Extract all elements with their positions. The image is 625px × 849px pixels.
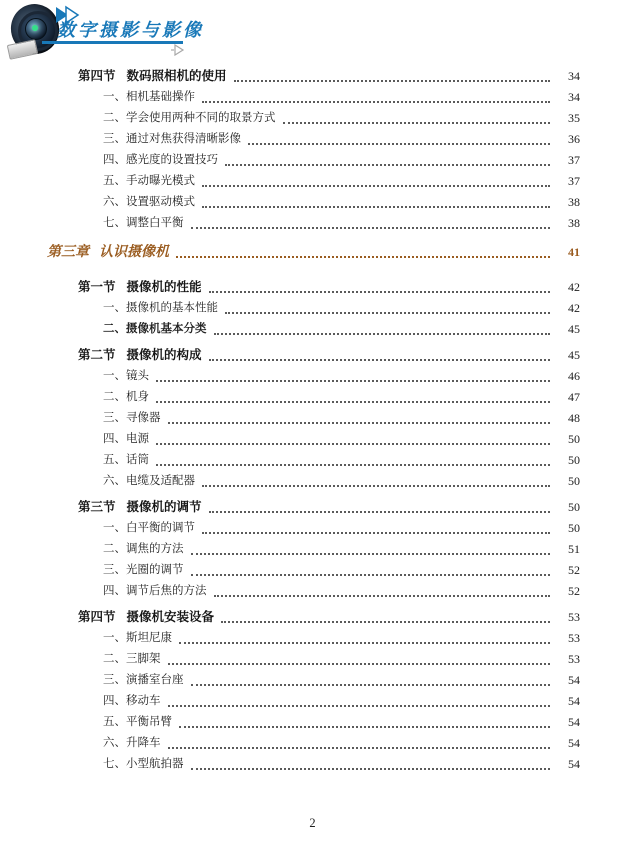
toc-entry-title: 相机基础操作 [126,91,195,103]
toc-row-item [78,429,580,450]
dotted-leader [191,565,551,576]
dotted-leader [214,324,551,335]
toc-entry-title: 摄像机安装设备 [126,610,215,624]
toc-entry-title: 手动曝光模式 [126,175,195,187]
toc-row-section [78,66,580,87]
toc-entry-title: 平衡吊臂 [126,716,172,728]
toc-entry-page-number: 54 [568,694,580,708]
toc-row-item [78,560,580,581]
toc-entry-page-number: 34 [568,69,580,83]
toc-entry-page-number: 51 [568,542,580,556]
toc-entry-page-number: 54 [568,715,580,729]
lens-base [7,39,38,60]
toc-entry-title: 调焦的方法 [126,543,184,555]
toc-entry-page-number: 52 [568,584,580,598]
toc-entry-page-number: 54 [568,757,580,771]
toc-entry-page-number: 52 [568,563,580,577]
toc-entry-label: 六、 [103,475,126,487]
toc-entry-title: 寻像器 [126,412,161,424]
toc-row-item [78,213,580,234]
toc-entry-page-number: 42 [568,301,580,315]
toc-entry-title: 数码照相机的使用 [126,69,227,83]
toc-row-item [78,450,580,471]
toc-entry-page-number: 45 [568,348,580,362]
toc-entry-label: 三、 [103,412,126,424]
toc-entry-label: 一、 [103,522,126,534]
toc-entry-title: 摄像机的性能 [126,280,202,294]
toc-entry-title: 移动车 [126,695,161,707]
toc-entry-title: 光圈的调节 [126,564,184,576]
page-footer [0,814,625,832]
dotted-leader [156,455,550,466]
toc-entry-label: 一、 [103,302,126,314]
dotted-leader [156,392,550,403]
toc-entry-label: 第四节 [78,69,116,83]
toc-entry-title: 电缆及适配器 [126,475,195,487]
toc-entry-title: 认识摄像机 [99,245,169,260]
dotted-leader [209,350,550,361]
toc-entry-label: 四、 [103,585,126,597]
toc-entry-label: 三、 [103,674,126,686]
toc-entry-label: 二、 [103,112,126,124]
toc-entry-title: 通过对焦获得清晰影像 [126,133,241,145]
dotted-leader [202,92,550,103]
dotted-leader [168,738,551,749]
toc-entry-label: 六、 [103,196,126,208]
toc-entry-label: 二、 [103,543,126,555]
toc-row-item [78,712,580,733]
toc-entry-title: 小型航拍器 [126,758,184,770]
toc-entry-title: 机身 [126,391,149,403]
toc-entry-label: 四、 [103,433,126,445]
toc-entry-page-number: 41 [568,245,580,259]
toc-row-item [78,649,580,670]
toc-entry-label: 三、 [103,133,126,145]
toc-entry-title: 设置驱动模式 [126,196,195,208]
toc-row-section [78,345,580,366]
toc-row-section [78,277,580,298]
toc-entry-title: 白平衡的调节 [126,522,195,534]
toc-entry-title: 调节后焦的方法 [126,585,207,597]
toc-row-item [78,408,580,429]
dotted-leader [202,176,550,187]
dotted-leader [168,413,551,424]
toc-entry-label: 一、 [103,370,126,382]
toc-entry-title: 演播室台座 [126,674,184,686]
toc-entry-page-number: 53 [568,631,580,645]
dotted-leader [168,696,551,707]
toc-row-item [78,539,580,560]
toc-entry-title: 学会使用两种不同的取景方式 [126,112,276,124]
toc-entry-title: 感光度的设置技巧 [126,154,218,166]
toc-row-item [78,129,580,150]
dotted-leader [209,282,550,293]
toc-row-item [78,87,580,108]
toc-row-item [78,691,580,712]
toc-entry-page-number: 47 [568,390,580,404]
toc-entry-page-number: 53 [568,652,580,666]
toc-entry-label: 二、 [103,323,126,335]
toc-entry-label: 第三节 [78,500,116,514]
toc-row-chapter [47,241,580,264]
toc-entry-page-number: 38 [568,195,580,209]
dotted-leader [191,759,551,770]
dotted-leader [225,303,550,314]
toc-entry-page-number: 54 [568,673,580,687]
toc-entry-label: 四、 [103,154,126,166]
lens-highlight-dot [32,25,38,31]
toc-entry-label: 一、 [103,632,126,644]
toc-entry-label: 二、 [103,653,126,665]
toc-entry-title: 镜头 [126,370,149,382]
dotted-leader [179,633,550,644]
toc-row-item [78,192,580,213]
dotted-leader [214,586,551,597]
header-rule [42,41,183,44]
dotted-leader [176,247,550,258]
toc-entry-page-number: 54 [568,736,580,750]
dotted-leader [248,134,550,145]
toc-row-item [78,754,580,775]
dotted-leader [191,675,551,686]
toc-row-item [78,366,580,387]
dotted-leader [202,197,550,208]
toc-row-section [78,607,580,628]
toc-entry-label: 二、 [103,391,126,403]
toc-entry-label: 五、 [103,175,126,187]
dotted-leader [225,155,550,166]
toc-row-section [78,497,580,518]
page-number: 2 [309,816,316,830]
dotted-leader [209,502,550,513]
dotted-leader [191,218,551,229]
toc-entry-page-number: 42 [568,280,580,294]
toc-row-item [78,518,580,539]
toc-entry-label: 第三章 [47,245,89,260]
toc-entry-label: 七、 [103,217,126,229]
dotted-leader [202,476,550,487]
toc-row-item [78,670,580,691]
toc-entry-label: 第一节 [78,280,116,294]
toc-entry-page-number: 48 [568,411,580,425]
toc-row-item [78,581,580,602]
toc-entry-page-number: 50 [568,500,580,514]
toc-entry-page-number: 45 [568,322,580,336]
table-of-contents [0,61,625,775]
toc-row-item [78,150,580,171]
toc-entry-title: 调整白平衡 [126,217,184,229]
toc-entry-page-number: 50 [568,474,580,488]
toc-entry-title: 摄像机基本分类 [126,323,207,335]
toc-entry-title: 三脚架 [126,653,161,665]
toc-entry-page-number: 46 [568,369,580,383]
toc-entry-page-number: 38 [568,216,580,230]
chevron-right-icon [170,44,186,56]
toc-entry-title: 摄像机的调节 [126,500,202,514]
dotted-leader [191,544,551,555]
toc-entry-page-number: 35 [568,111,580,125]
toc-row-item [78,471,580,492]
dotted-leader [179,717,550,728]
toc-entry-page-number: 37 [568,153,580,167]
toc-entry-title: 话筒 [126,454,149,466]
toc-row-item [78,387,580,408]
toc-row-item [78,298,580,319]
toc-entry-label: 七、 [103,758,126,770]
toc-entry-label: 第二节 [78,348,116,362]
dotted-leader [234,71,550,82]
toc-entry-page-number: 50 [568,432,580,446]
toc-entry-page-number: 50 [568,453,580,467]
dotted-leader [283,113,551,124]
book-title: 数字摄影与影像 [57,20,204,40]
toc-entry-page-number: 50 [568,521,580,535]
toc-row-item [78,319,580,340]
toc-entry-page-number: 36 [568,132,580,146]
toc-entry-title: 升降车 [126,737,161,749]
toc-entry-title: 摄像机的基本性能 [126,302,218,314]
toc-entry-label: 第四节 [78,610,116,624]
toc-entry-label: 一、 [103,91,126,103]
toc-entry-label: 五、 [103,716,126,728]
dotted-leader [168,654,551,665]
dotted-leader [156,371,550,382]
toc-entry-page-number: 37 [568,174,580,188]
toc-entry-label: 三、 [103,564,126,576]
toc-row-item [78,171,580,192]
toc-row-item [78,628,580,649]
toc-entry-label: 六、 [103,737,126,749]
toc-entry-page-number: 53 [568,610,580,624]
page-header [0,0,625,60]
toc-row-item [78,733,580,754]
toc-entry-title: 摄像机的构成 [126,348,202,362]
toc-entry-title: 电源 [126,433,149,445]
toc-entry-title: 斯坦尼康 [126,632,172,644]
toc-entry-label: 四、 [103,695,126,707]
toc-row-item [78,108,580,129]
dotted-leader [156,434,550,445]
dotted-leader [202,523,550,534]
toc-entry-page-number: 34 [568,90,580,104]
toc-entry-label: 五、 [103,454,126,466]
dotted-leader [221,612,550,623]
